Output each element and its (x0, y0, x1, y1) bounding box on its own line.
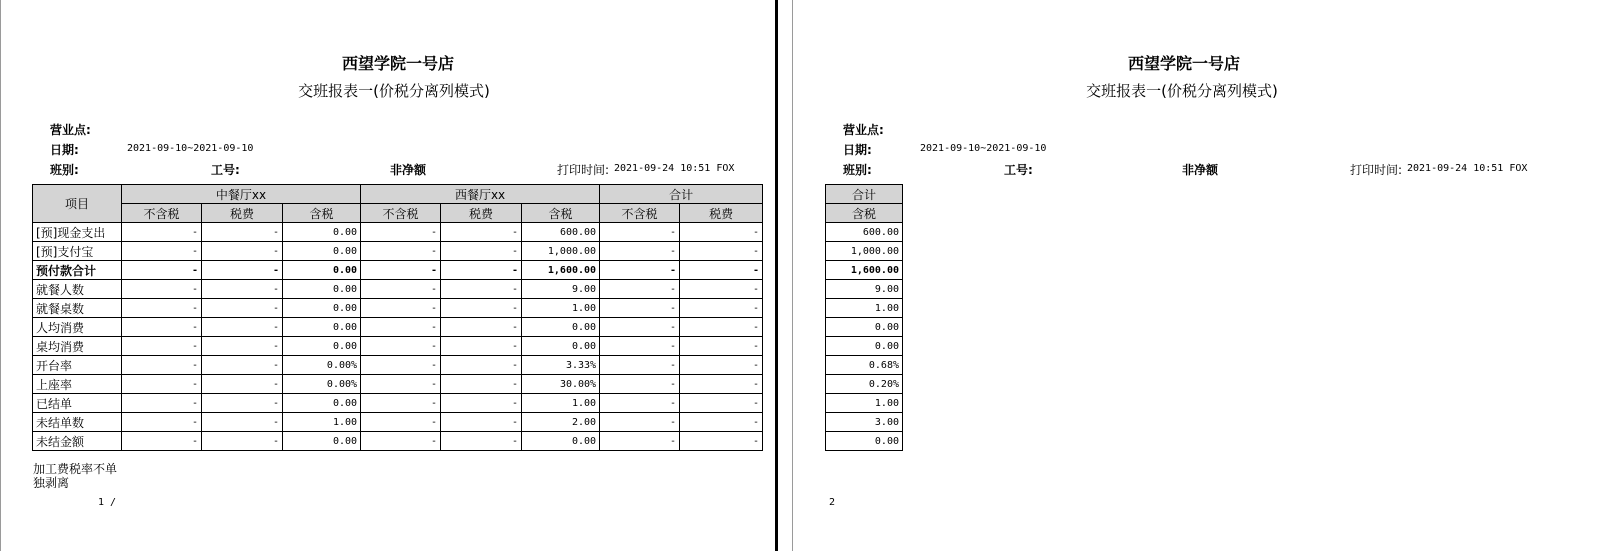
row-label: 未结金额 (33, 432, 122, 451)
table-cell: - (680, 356, 763, 375)
sub-header: 不含税 (122, 204, 202, 223)
business-point-label: 营业点: (50, 123, 91, 137)
table-cell: - (441, 299, 522, 318)
row-label: [预]支付宝 (33, 242, 122, 261)
table-cell: 0.00 (522, 337, 600, 356)
row-label: 未结单数 (33, 413, 122, 432)
table-row (826, 223, 903, 242)
table-cell: 0.00 (826, 432, 903, 451)
table-row (826, 432, 903, 451)
table-row (33, 375, 763, 394)
table-row (33, 394, 763, 413)
table-cell: - (680, 413, 763, 432)
print-time-value: 2021-09-24 10:51 FOX (614, 163, 735, 174)
table-cell: - (441, 242, 522, 261)
table-group-header-row (33, 185, 763, 204)
table-cell: - (122, 242, 202, 261)
table-row (826, 337, 903, 356)
table-row (826, 261, 903, 280)
row-label: 上座率 (33, 375, 122, 394)
table-cell: - (202, 242, 283, 261)
sub-header: 含税 (826, 204, 903, 223)
table-cell: - (600, 432, 680, 451)
group-header: 合计 (600, 185, 763, 204)
table-cell: 1.00 (522, 299, 600, 318)
sub-header: 含税 (283, 204, 361, 223)
totals-table (825, 184, 903, 451)
table-cell: - (680, 242, 763, 261)
report-title: 交班报表一(价税分离列模式) (1086, 82, 1278, 100)
table-cell: 9.00 (826, 280, 903, 299)
table-row (826, 356, 903, 375)
table-cell: - (361, 318, 441, 337)
table-cell: - (441, 394, 522, 413)
table-cell: - (361, 337, 441, 356)
table-cell: - (441, 413, 522, 432)
table-cell: - (361, 280, 441, 299)
table-cell: 0.00 (826, 318, 903, 337)
table-cell: - (600, 242, 680, 261)
table-row (826, 413, 903, 432)
table-cell: 0.68% (826, 356, 903, 375)
table-cell: - (202, 223, 283, 242)
sub-header: 税费 (441, 204, 522, 223)
business-point-label: 营业点: (843, 123, 884, 137)
table-row (826, 299, 903, 318)
table-cell: - (680, 318, 763, 337)
report-title: 交班报表一(价税分离列模式) (298, 82, 490, 100)
table-cell: 1,000.00 (826, 242, 903, 261)
sub-header: 含税 (522, 204, 600, 223)
row-label: 就餐人数 (33, 280, 122, 299)
table-row (33, 356, 763, 375)
table-cell: - (680, 223, 763, 242)
table-cell: - (202, 356, 283, 375)
sub-header: 不含税 (600, 204, 680, 223)
row-label: 已结单 (33, 394, 122, 413)
page-number: 1 / (98, 497, 117, 508)
table-cell: - (202, 375, 283, 394)
page-number: 2 (829, 497, 836, 508)
table-row (33, 223, 763, 242)
footnote: 加工费税率不单独剥离 (33, 462, 118, 490)
page-2-left-edge (792, 0, 793, 551)
table-cell: 0.00% (283, 375, 361, 394)
table-cell: 0.00 (283, 318, 361, 337)
table-cell: - (600, 356, 680, 375)
row-label: 预付款合计 (33, 261, 122, 280)
table-cell: 0.20% (826, 375, 903, 394)
table-cell: - (680, 280, 763, 299)
table-row (826, 394, 903, 413)
table-cell: - (202, 280, 283, 299)
table-cell: - (600, 223, 680, 242)
table-sub-header-row (826, 204, 903, 223)
store-name: 西望学院一号店 (341, 54, 454, 73)
print-time-value: 2021-09-24 10:51 FOX (1407, 163, 1528, 174)
sub-header: 不含税 (361, 204, 441, 223)
table-cell: 9.00 (522, 280, 600, 299)
table-cell: - (680, 375, 763, 394)
table-cell: - (600, 299, 680, 318)
item-header: 项目 (33, 185, 122, 223)
table-row (33, 280, 763, 299)
shift-label: 班别: (50, 163, 79, 177)
table-cell: 1,000.00 (522, 242, 600, 261)
sub-header: 税费 (202, 204, 283, 223)
group-header: 西餐厅xx (361, 185, 600, 204)
table-cell: 0.00 (283, 280, 361, 299)
row-label: [预]现金支出 (33, 223, 122, 242)
table-cell: - (122, 261, 202, 280)
table-cell: 1.00 (826, 299, 903, 318)
table-cell: 0.00 (522, 318, 600, 337)
table-cell: - (361, 223, 441, 242)
table-cell: - (361, 394, 441, 413)
table-row (826, 318, 903, 337)
table-cell: 0.00 (283, 261, 361, 280)
table-cell: 0.00 (283, 299, 361, 318)
table-cell: - (441, 356, 522, 375)
row-label: 就餐桌数 (33, 299, 122, 318)
table-cell: 30.00% (522, 375, 600, 394)
table-cell: - (361, 299, 441, 318)
table-cell: - (600, 280, 680, 299)
table-cell: - (122, 394, 202, 413)
table-cell: 3.00 (826, 413, 903, 432)
table-row (33, 432, 763, 451)
table-row (826, 280, 903, 299)
table-cell: - (202, 432, 283, 451)
row-label: 人均消费 (33, 318, 122, 337)
table-cell: - (122, 318, 202, 337)
print-time-label: 打印时间: (1350, 163, 1403, 177)
table-cell: - (680, 337, 763, 356)
table-cell: 3.33% (522, 356, 600, 375)
table-cell: 0.00 (826, 337, 903, 356)
table-cell: - (202, 318, 283, 337)
table-cell: 2.00 (522, 413, 600, 432)
table-row (33, 413, 763, 432)
table-cell: 0.00 (283, 432, 361, 451)
table-cell: - (441, 280, 522, 299)
table-cell: - (122, 299, 202, 318)
group-header: 中餐厅xx (122, 185, 361, 204)
table-row (33, 337, 763, 356)
table-cell: - (202, 413, 283, 432)
table-cell: - (122, 356, 202, 375)
table-cell: - (361, 375, 441, 394)
table-cell: - (202, 337, 283, 356)
group-header: 合计 (826, 185, 903, 204)
table-cell: - (122, 413, 202, 432)
table-cell: - (122, 223, 202, 242)
table-cell: - (441, 375, 522, 394)
table-cell: - (441, 261, 522, 280)
page-1-left-edge (0, 0, 1, 551)
table-cell: 0.00% (283, 356, 361, 375)
table-row (826, 375, 903, 394)
table-cell: 1,600.00 (826, 261, 903, 280)
table-cell: - (361, 413, 441, 432)
table-cell: - (361, 356, 441, 375)
table-cell: - (600, 375, 680, 394)
table-cell: - (361, 432, 441, 451)
table-cell: - (361, 242, 441, 261)
non-net-label: 非净额 (1182, 163, 1219, 177)
staff-no-label: 工号: (1004, 163, 1033, 177)
row-label: 开台率 (33, 356, 122, 375)
table-cell: - (361, 261, 441, 280)
store-name: 西望学院一号店 (1127, 54, 1240, 73)
staff-no-label: 工号: (211, 163, 240, 177)
table-row (33, 299, 763, 318)
table-cell: - (441, 318, 522, 337)
table-cell: - (600, 337, 680, 356)
table-cell: 1,600.00 (522, 261, 600, 280)
table-cell: - (600, 318, 680, 337)
table-cell: - (122, 337, 202, 356)
table-cell: 1.00 (826, 394, 903, 413)
table-cell: - (680, 261, 763, 280)
table-cell: 0.00 (522, 432, 600, 451)
shift-report-table (32, 184, 763, 451)
table-cell: - (122, 280, 202, 299)
table-cell: - (202, 299, 283, 318)
table-cell: 600.00 (522, 223, 600, 242)
table-cell: - (441, 223, 522, 242)
table-cell: - (680, 299, 763, 318)
page-separator (775, 0, 778, 551)
table-cell: - (441, 337, 522, 356)
table-cell: - (600, 394, 680, 413)
print-time-label: 打印时间: (557, 163, 610, 177)
date-value: 2021-09-10~2021-09-10 (127, 143, 254, 154)
sub-header: 税费 (680, 204, 763, 223)
table-cell: 0.00 (283, 242, 361, 261)
row-label: 桌均消费 (33, 337, 122, 356)
date-label: 日期: (843, 143, 872, 157)
table-cell: - (202, 394, 283, 413)
table-group-header-row (826, 185, 903, 204)
table-cell: - (680, 432, 763, 451)
date-value: 2021-09-10~2021-09-10 (920, 143, 1047, 154)
table-row (33, 242, 763, 261)
date-label: 日期: (50, 143, 79, 157)
table-cell: - (202, 261, 283, 280)
table-cell: - (122, 432, 202, 451)
table-cell: 600.00 (826, 223, 903, 242)
table-cell: - (680, 394, 763, 413)
non-net-label: 非净额 (390, 163, 427, 177)
table-row (33, 261, 763, 280)
table-cell: - (122, 375, 202, 394)
table-cell: 1.00 (283, 413, 361, 432)
table-cell: 0.00 (283, 337, 361, 356)
table-cell: 0.00 (283, 394, 361, 413)
table-cell: 0.00 (283, 223, 361, 242)
table-row (826, 242, 903, 261)
table-cell: - (600, 413, 680, 432)
table-cell: - (600, 261, 680, 280)
table-cell: 1.00 (522, 394, 600, 413)
shift-label: 班别: (843, 163, 872, 177)
table-sub-header-row (33, 204, 763, 223)
table-row (33, 318, 763, 337)
table-cell: - (441, 432, 522, 451)
